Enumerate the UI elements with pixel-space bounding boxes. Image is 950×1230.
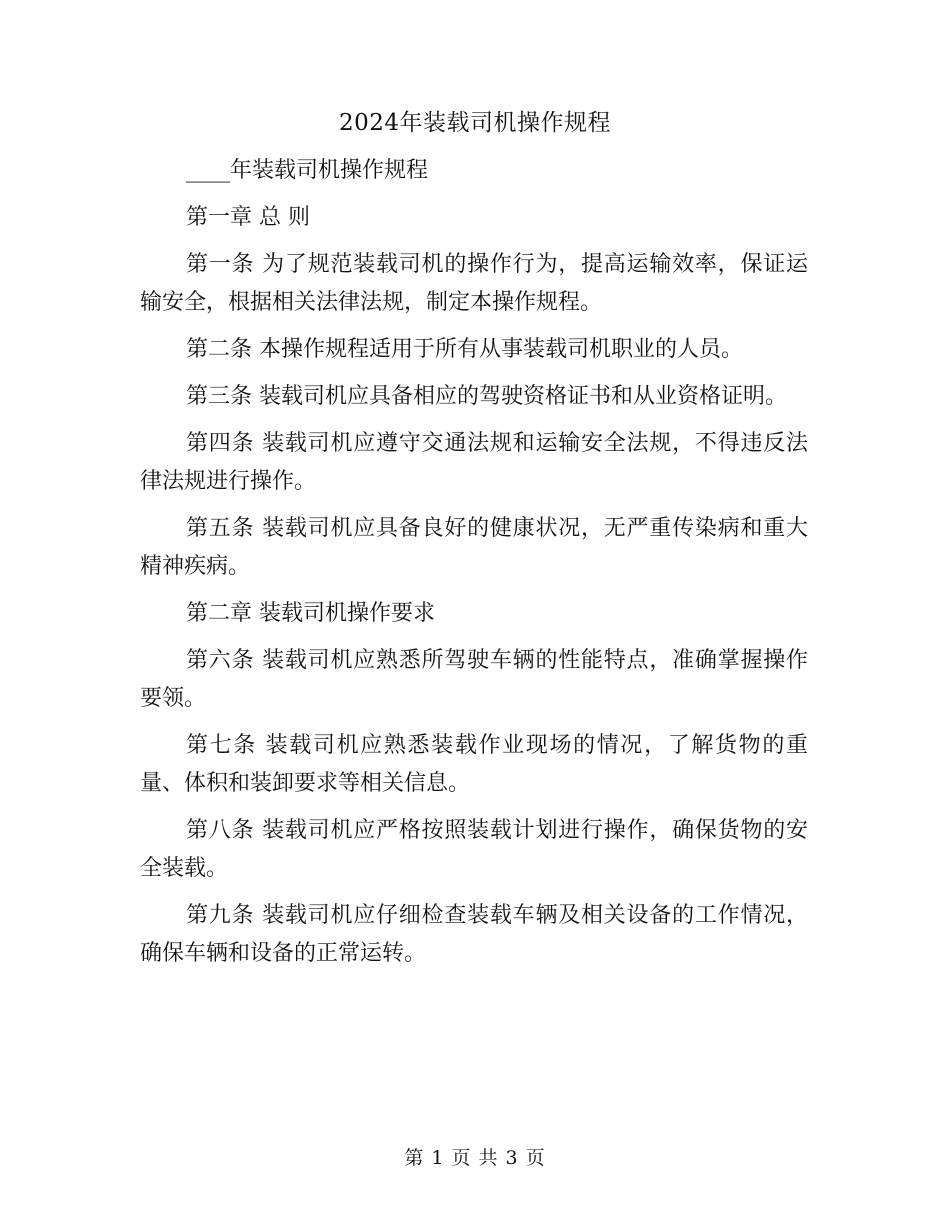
page-footer: 第 1 页 共 3 页 bbox=[404, 1147, 546, 1169]
chapter-2-heading: 第二章 装载司机操作要求 bbox=[186, 601, 435, 626]
article-1: 第一条 为了规范装载司机的操作行为，提高运输效率，保证运输安全，根据相关法律法规，制定本操作规程。 bbox=[140, 252, 808, 315]
paragraph-subtitle: ____年装载司机操作规程 bbox=[186, 158, 429, 183]
article-5: 第五条 装载司机应具备良好的健康状况，无严重传染病和重大精神疾病。 bbox=[140, 516, 808, 579]
document-title: 2024年装载司机操作规程 bbox=[338, 110, 612, 136]
article-7: 第七条 装载司机应熟悉装载作业现场的情况，了解货物的重量、体积和装卸要求等相关信息。 bbox=[140, 733, 808, 796]
chapter-1-heading: 第一章 总 则 bbox=[186, 205, 310, 230]
article-3: 第三条 装载司机应具备相应的驾驶资格证书和从业资格证明。 bbox=[186, 384, 787, 409]
article-9: 第九条 装载司机应仔细检查装载车辆及相关设备的工作情况，确保车辆和设备的正常运转。 bbox=[140, 903, 808, 966]
document-body bbox=[140, 152, 808, 982]
article-2: 第二条 本操作规程适用于所有从事装载司机职业的人员。 bbox=[186, 337, 743, 362]
article-6: 第六条 装载司机应熟悉所驾驶车辆的性能特点，准确掌握操作要领。 bbox=[140, 648, 808, 711]
article-8: 第八条 装载司机应严格按照装载计划进行操作，确保货物的安全装载。 bbox=[140, 818, 808, 881]
article-4: 第四条 装载司机应遵守交通法规和运输安全法规，不得违反法律法规进行操作。 bbox=[140, 431, 808, 494]
